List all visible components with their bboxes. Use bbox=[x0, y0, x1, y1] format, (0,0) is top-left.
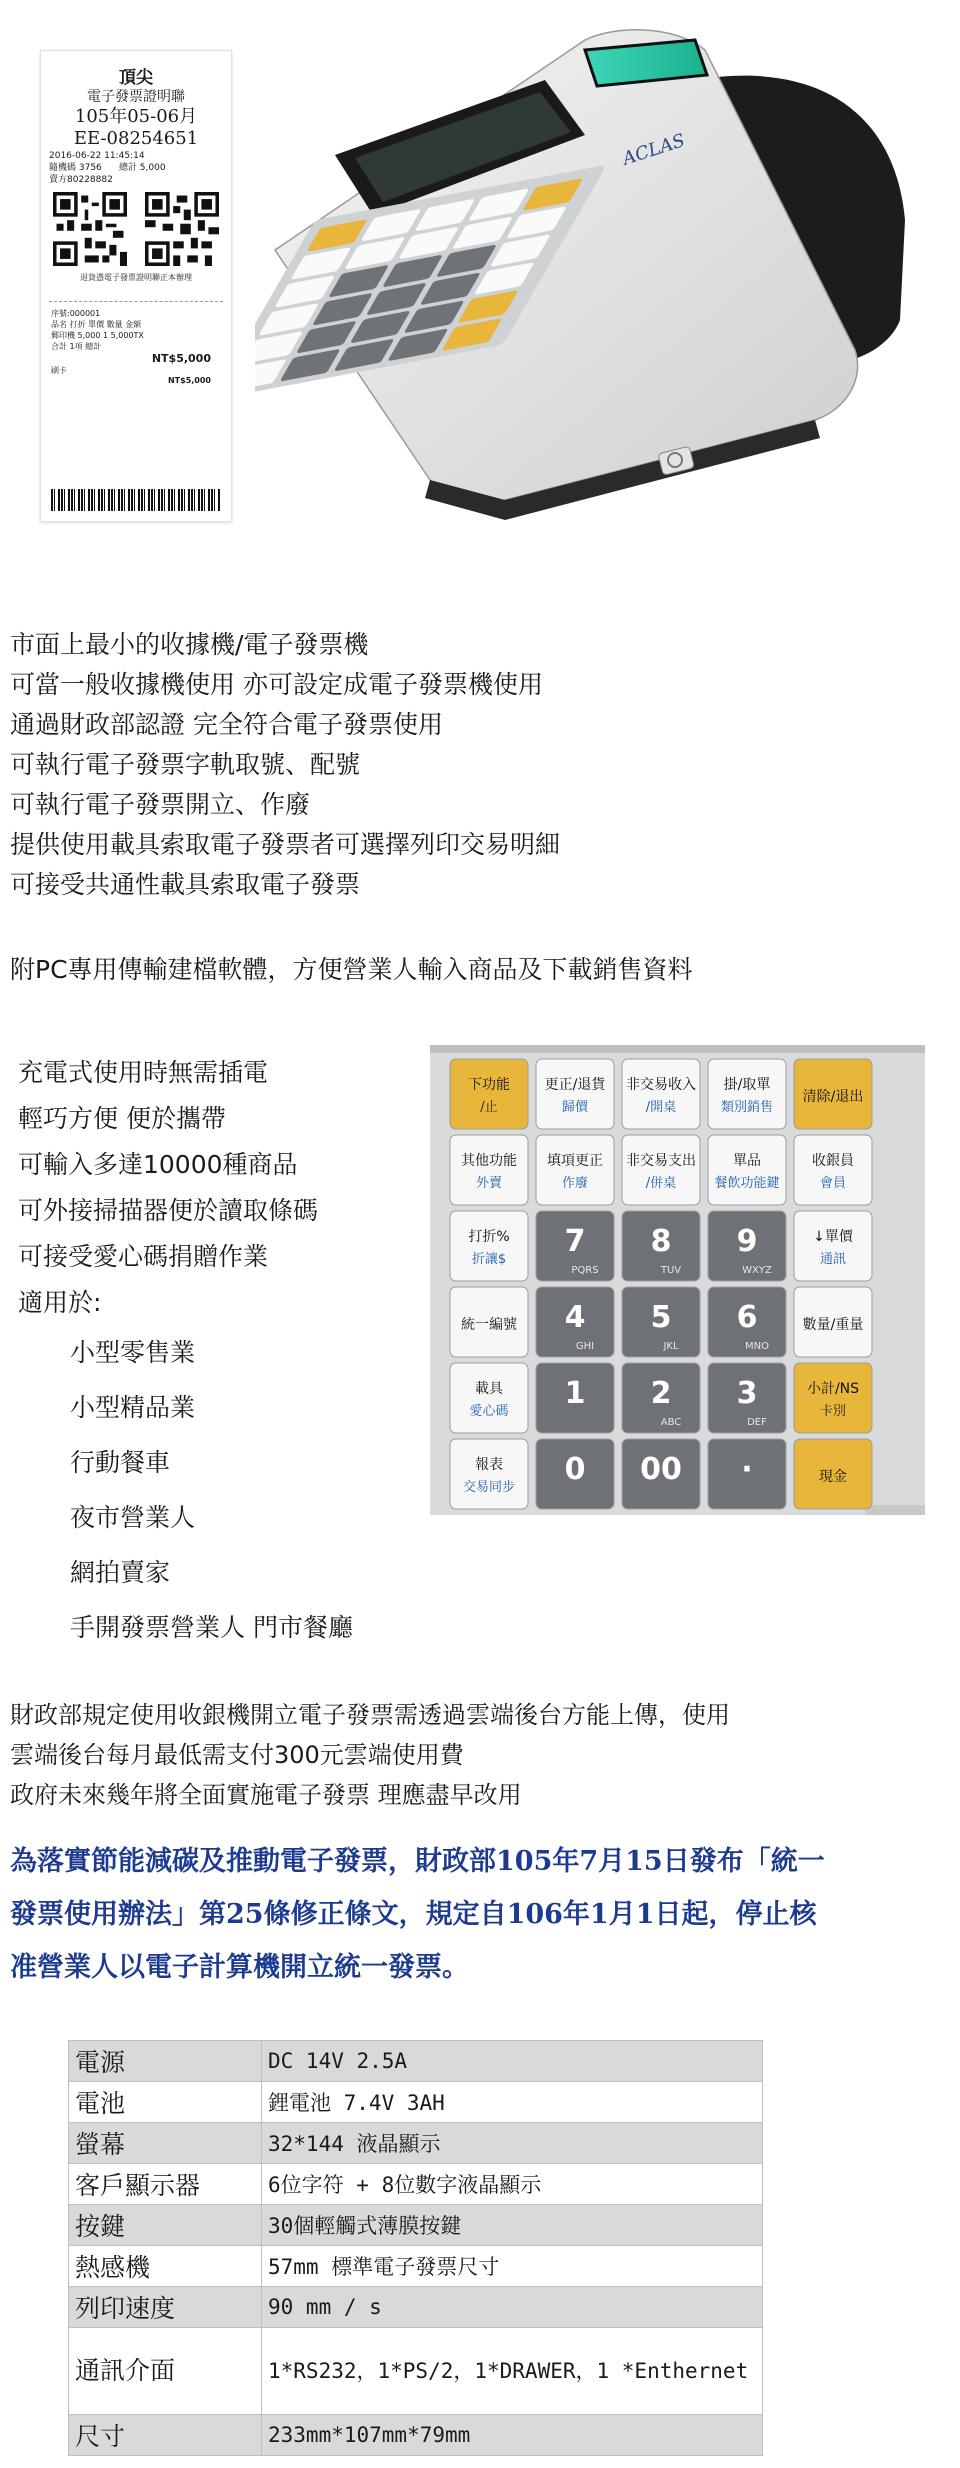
keypad-key-sublabel: DEF bbox=[747, 1417, 767, 1428]
keypad-key-label: 7 bbox=[564, 1224, 586, 1259]
keypad-key bbox=[536, 1059, 614, 1129]
keypad-key bbox=[708, 1287, 786, 1357]
keypad-key bbox=[450, 1059, 528, 1129]
feature-item: 可當一般收據機使用 亦可設定成電子發票機使用 bbox=[10, 670, 543, 699]
keypad-key-label: 打折% bbox=[468, 1229, 510, 1245]
keypad-key-sublabel: 交易同步 bbox=[462, 1480, 516, 1495]
keypad-key-sublabel: 餐飲功能鍵 bbox=[714, 1176, 780, 1191]
keypad-key-sublabel: /止 bbox=[480, 1100, 498, 1115]
feature-item: 可接受共通性載具索取電子發票 bbox=[10, 870, 361, 899]
qr-code-right-icon bbox=[145, 192, 219, 266]
table-row bbox=[69, 2246, 763, 2287]
keypad-key bbox=[622, 1211, 700, 1281]
keypad-key-sublabel: ABC bbox=[660, 1417, 682, 1428]
keypad-key-label: 00 bbox=[640, 1452, 682, 1487]
keypad-key-sublabel: 類別銷售 bbox=[720, 1100, 774, 1115]
keypad-key bbox=[794, 1211, 872, 1281]
spec-label: 列印速度 bbox=[69, 2287, 262, 2328]
keypad-key bbox=[708, 1059, 786, 1129]
application-item: 手開發票營業人 門市餐廳 bbox=[70, 1613, 353, 1642]
receipt-period: 105年05-06月 bbox=[74, 106, 198, 127]
receipt-store-name: 頂尖 bbox=[119, 68, 153, 88]
receipt-seller: 賣方80228882 bbox=[49, 175, 113, 185]
keypad-key-label: 收銀員 bbox=[812, 1153, 854, 1169]
regulation-notice bbox=[10, 1835, 825, 1994]
keypad-key-label: 8 bbox=[650, 1224, 672, 1259]
spec-value: 6位字符 + 8位數字液晶顯示 bbox=[262, 2164, 763, 2205]
feature-item: 可執行電子發票字軌取號、配號 bbox=[10, 750, 361, 779]
keypad-key bbox=[536, 1287, 614, 1357]
keypad-key-label: · bbox=[741, 1452, 753, 1487]
receipt-item-row: 郵印機 5,000 1 5,000TX bbox=[51, 331, 144, 340]
keypad-key-label: 9 bbox=[736, 1224, 758, 1259]
keypad-key-label: 統一編號 bbox=[461, 1317, 517, 1333]
keypad-key-label: 3 bbox=[736, 1376, 758, 1411]
application-item: 網拍賣家 bbox=[70, 1558, 171, 1587]
keypad-key bbox=[622, 1287, 700, 1357]
feature-item: 通過財政部認證 完全符合電子發票使用 bbox=[10, 710, 443, 739]
receipt-datetime: 2016-06-22 11:45:14 bbox=[49, 151, 145, 161]
hero-section bbox=[0, 0, 960, 560]
keypad-closeup-image bbox=[430, 1045, 925, 1515]
feature-list-2 bbox=[18, 1050, 318, 1326]
receipt-random-code: 隨機碼 3756 bbox=[49, 163, 102, 173]
spec-label: 電源 bbox=[69, 2041, 262, 2082]
keypad-key-label: 1 bbox=[564, 1376, 586, 1411]
keypad-key bbox=[622, 1059, 700, 1129]
keypad-key-label: 其他功能 bbox=[461, 1153, 517, 1169]
keypad-key bbox=[450, 1287, 528, 1357]
keypad-key-label: 5 bbox=[650, 1300, 672, 1335]
keypad-key-label: 填項更正 bbox=[547, 1153, 603, 1169]
spec-value: DC 14V 2.5A bbox=[262, 2041, 763, 2082]
application-item: 夜市營業人 bbox=[70, 1503, 196, 1532]
keypad-key bbox=[794, 1287, 872, 1357]
keypad-key-label: ↓單價 bbox=[813, 1229, 853, 1245]
qr-code-left-icon bbox=[53, 192, 127, 266]
regulation-line: 准營業人以電子計算機開立統一發票。 bbox=[10, 1952, 469, 1983]
feature-item: 市面上最小的收據機/電子發票機 bbox=[10, 630, 369, 659]
receipt-card-total: NT$5,000 bbox=[167, 376, 211, 385]
receipt-qr-codes bbox=[41, 186, 231, 268]
notice-line: 財政部規定使用收銀機開立電子發票需透過雲端後台方能上傳，使用 bbox=[10, 1701, 730, 1729]
keypad-key-label: 清除/退出 bbox=[802, 1089, 864, 1105]
keypad-key bbox=[450, 1363, 528, 1433]
table-row bbox=[69, 2328, 763, 2415]
feature-item: 可輸入多達10000種商品 bbox=[18, 1150, 298, 1179]
keypad-key-label: 單品 bbox=[733, 1153, 761, 1169]
keypad-key bbox=[622, 1439, 700, 1509]
keypad-key-label: 非交易支出 bbox=[626, 1153, 696, 1169]
cash-register-device-image bbox=[255, 20, 945, 540]
keypad-key-sublabel: 卡別 bbox=[819, 1404, 847, 1419]
spec-label: 尺寸 bbox=[69, 2415, 262, 2456]
keypad-key bbox=[708, 1211, 786, 1281]
keypad-key bbox=[536, 1363, 614, 1433]
receipt-barcode bbox=[51, 489, 221, 511]
application-item: 行動餐車 bbox=[70, 1448, 171, 1477]
keypad-key bbox=[794, 1059, 872, 1129]
keypad-key bbox=[708, 1439, 786, 1509]
keypad-key-sublabel: WXYZ bbox=[742, 1265, 772, 1276]
spec-label: 螢幕 bbox=[69, 2123, 262, 2164]
spec-label: 客戶顯示器 bbox=[69, 2164, 262, 2205]
keypad-key-sublabel: 通訊 bbox=[819, 1252, 847, 1267]
keypad-key-label: 載具 bbox=[475, 1381, 503, 1397]
regulation-line: 為落實節能減碳及推動電子發票，財政部105年7月15日發布「統一 bbox=[10, 1846, 825, 1877]
application-list bbox=[70, 1325, 353, 1655]
keypad-key bbox=[794, 1363, 872, 1433]
keypad-key bbox=[794, 1439, 872, 1509]
spec-label: 電池 bbox=[69, 2082, 262, 2123]
receipt-count-row: 合計 1項 總計 bbox=[51, 342, 102, 351]
receipt-card: 刷卡 bbox=[51, 366, 67, 375]
keypad-key-sublabel: /開桌 bbox=[645, 1100, 677, 1115]
keypad-key bbox=[450, 1211, 528, 1281]
receipt-serial: 序號:000001 bbox=[51, 309, 101, 318]
receipt-invoice-number: EE-08254651 bbox=[73, 128, 199, 149]
table-row bbox=[69, 2082, 763, 2123]
keypad-key bbox=[794, 1135, 872, 1205]
keypad-key bbox=[450, 1135, 528, 1205]
receipt-title: 電子發票證明聯 bbox=[87, 89, 185, 105]
spec-value: 鋰電池 7.4V 3AH bbox=[262, 2082, 763, 2123]
keypad-key bbox=[622, 1363, 700, 1433]
notice-line: 政府未來幾年將全面實施電子發票 理應盡早改用 bbox=[10, 1781, 522, 1809]
spec-label: 通訊介面 bbox=[69, 2328, 262, 2415]
keypad-key-sublabel: TUV bbox=[660, 1265, 682, 1276]
application-item: 小型零售業 bbox=[70, 1338, 196, 1367]
receipt-header-row: 品名 打折 單價 數量 金額 bbox=[51, 320, 142, 329]
keypad-key-label: 掛/取單 bbox=[723, 1077, 771, 1093]
keypad-key bbox=[708, 1363, 786, 1433]
table-row bbox=[69, 2164, 763, 2205]
table-row bbox=[69, 2205, 763, 2246]
keypad-key bbox=[708, 1135, 786, 1205]
keypad-key-label: 下功能 bbox=[468, 1077, 510, 1093]
spec-label: 按鍵 bbox=[69, 2205, 262, 2246]
keypad-key bbox=[536, 1135, 614, 1205]
table-row bbox=[69, 2287, 763, 2328]
spec-value: 233mm*107mm*79mm bbox=[262, 2415, 763, 2456]
spec-label: 熱感機 bbox=[69, 2246, 262, 2287]
keypad-key-label: 小計/NS bbox=[806, 1381, 860, 1397]
table-row bbox=[69, 2123, 763, 2164]
regulation-line: 發票使用辦法」第25條修正條文，規定自106年1月1日起，停止核 bbox=[10, 1899, 817, 1930]
notice-line: 雲端後台每月最低需支付300元雲端使用費 bbox=[10, 1741, 464, 1769]
keypad-key-label: 2 bbox=[650, 1376, 672, 1411]
keypad-key-sublabel: 外賣 bbox=[475, 1176, 503, 1191]
feature-list bbox=[10, 625, 560, 905]
keypad-key-sublabel: 會員 bbox=[819, 1176, 847, 1191]
receipt-total: 總計 5,000 bbox=[118, 163, 166, 173]
spec-value: 30個輕觸式薄膜按鍵 bbox=[262, 2205, 763, 2246]
keypad-key bbox=[622, 1135, 700, 1205]
e-invoice-receipt bbox=[40, 50, 232, 522]
keypad-key-sublabel: MNO bbox=[745, 1341, 769, 1352]
keypad-key bbox=[450, 1439, 528, 1509]
table-row bbox=[69, 2041, 763, 2082]
receipt-return-note: 退貨憑電子發票證明聯正本辦理 bbox=[80, 273, 192, 282]
receipt-code-row bbox=[41, 162, 231, 174]
feature-item: 輕巧方便 便於攜帶 bbox=[18, 1104, 226, 1133]
keypad-key-label: 0 bbox=[564, 1452, 586, 1487]
cloud-notice bbox=[10, 1695, 730, 1815]
spec-value: 90 mm / s bbox=[262, 2287, 763, 2328]
device-brand-label: ACLAS bbox=[620, 129, 688, 170]
keypad-key bbox=[536, 1439, 614, 1509]
keypad-key-sublabel: 愛心碼 bbox=[469, 1404, 509, 1419]
keypad-key-sublabel: JKL bbox=[663, 1341, 679, 1352]
keypad-key-sublabel: PQRS bbox=[571, 1265, 599, 1276]
spec-value: 32*144 液晶顯示 bbox=[262, 2123, 763, 2164]
receipt-divider bbox=[49, 301, 223, 302]
spec-value: 57mm 標準電子發票尺寸 bbox=[262, 2246, 763, 2287]
software-note: 附PC專用傳輸建檔軟體，方便營業人輸入商品及下載銷售資料 bbox=[10, 955, 693, 984]
keypad-key-label: 非交易收入 bbox=[626, 1077, 696, 1093]
feature-item: 可接受愛心碼捐贈作業 bbox=[18, 1242, 269, 1271]
feature-item: 可執行電子發票開立、作廢 bbox=[10, 790, 311, 819]
keypad-key-sublabel: GHI bbox=[575, 1341, 595, 1352]
keypad-key bbox=[536, 1211, 614, 1281]
keypad-key-sublabel: /併桌 bbox=[645, 1176, 677, 1191]
keypad-key-label: 更正/退貨 bbox=[544, 1077, 606, 1093]
keypad-key-label: 4 bbox=[564, 1300, 586, 1335]
keypad-key-label: 現金 bbox=[819, 1469, 847, 1485]
feature-item: 提供使用載具索取電子發票者可選擇列印交易明細 bbox=[10, 830, 561, 859]
feature-item: 可外接掃描器便於讀取條碼 bbox=[18, 1196, 319, 1225]
table-row bbox=[69, 2415, 763, 2456]
keypad-key-sublabel: 歸價 bbox=[561, 1100, 589, 1115]
keypad-key-sublabel: 折讓$ bbox=[471, 1252, 507, 1267]
keypad-key-label: 6 bbox=[736, 1300, 758, 1335]
application-item: 小型精品業 bbox=[70, 1393, 196, 1422]
spec-value: 1*RS232，1*PS/2，1*DRAWER，1 *Enthernet bbox=[262, 2328, 763, 2415]
keypad-key-sublabel: 作廢 bbox=[561, 1176, 589, 1191]
feature-item: 充電式使用時無需插電 bbox=[18, 1058, 269, 1087]
spec-table bbox=[68, 2040, 763, 2456]
keypad-key-label: 數量/重量 bbox=[802, 1317, 864, 1333]
applicable-heading: 適用於: bbox=[18, 1288, 102, 1317]
keypad-key-label: 報表 bbox=[475, 1457, 503, 1473]
receipt-grand-total: NT$5,000 bbox=[151, 352, 211, 365]
